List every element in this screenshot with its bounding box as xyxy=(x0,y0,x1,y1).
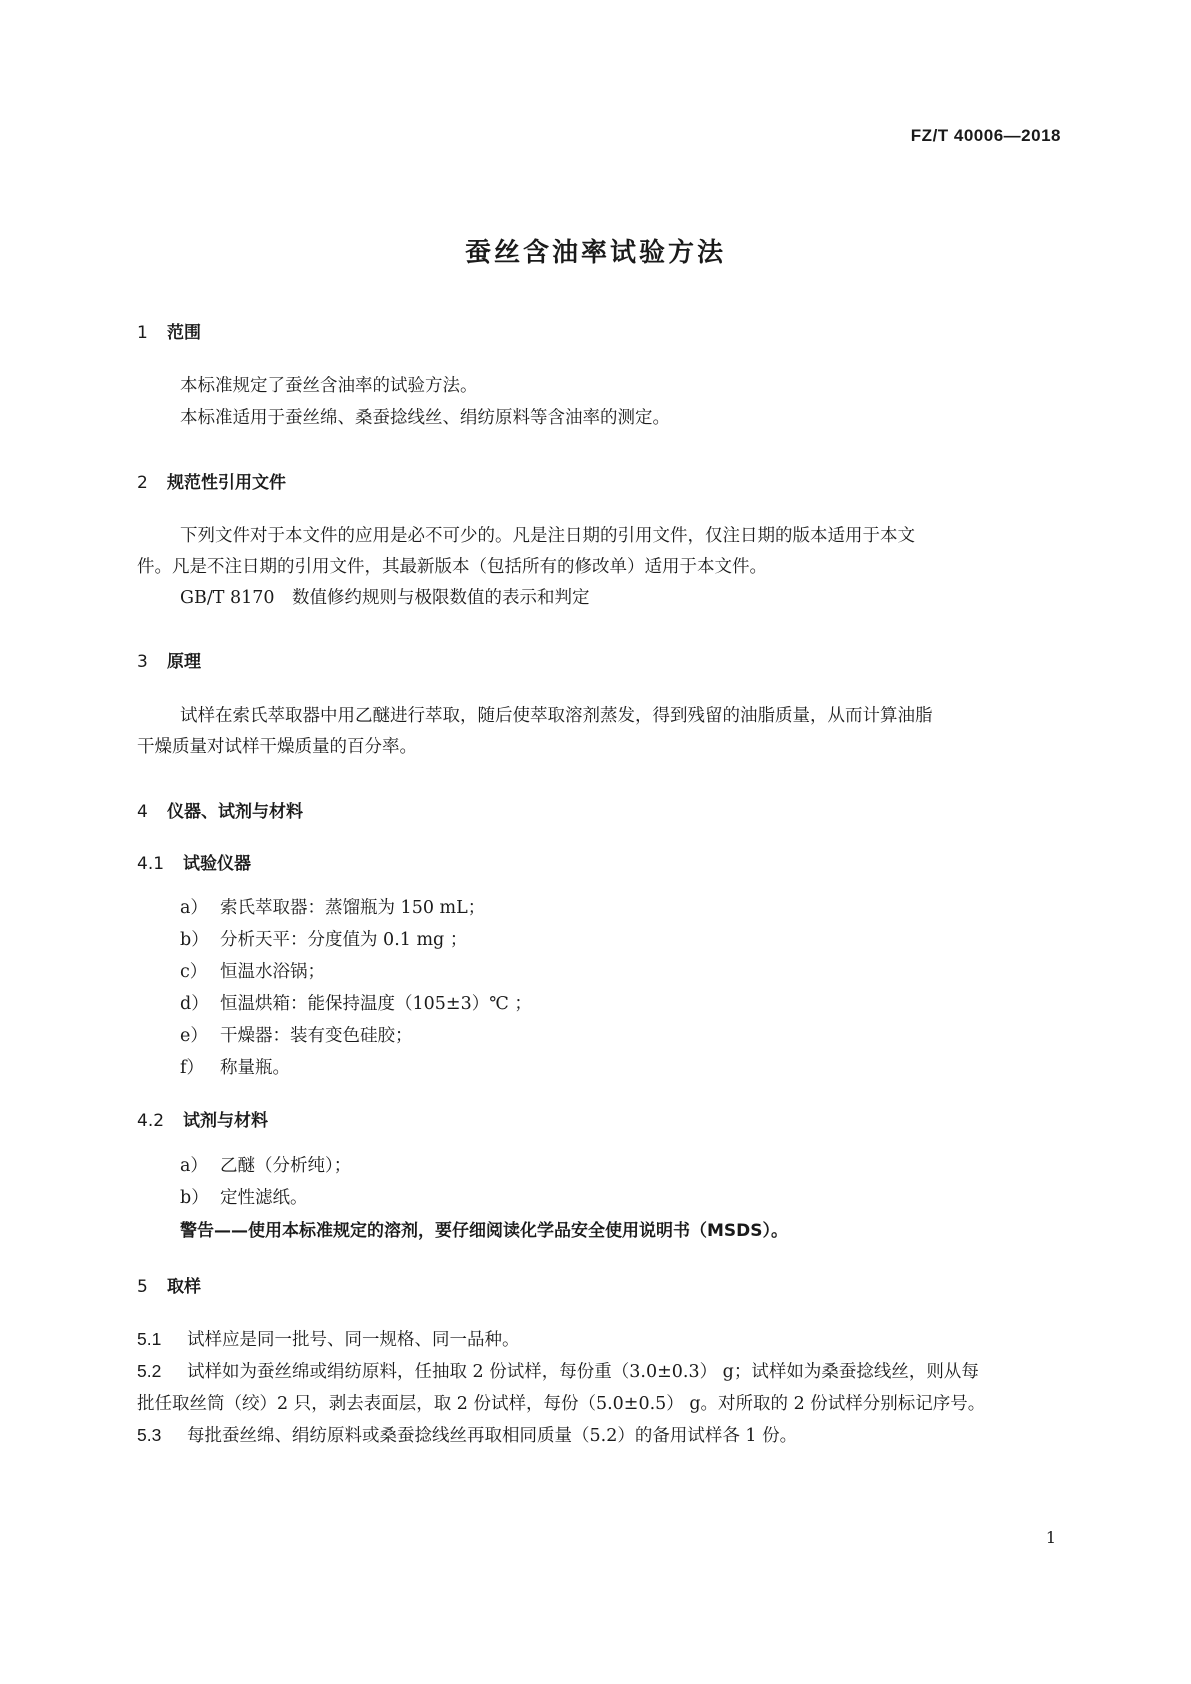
page-number: 1 xyxy=(1045,1528,1056,1547)
clause-5-3: 5.3 每批蚕丝绵、绢纺原料或桑蚕捻线丝再取相同质量（5.2）的备用试样各 1 份。 xyxy=(137,1425,798,1446)
section-number: 1 xyxy=(137,323,148,343)
section-5-heading xyxy=(137,1272,201,1297)
section-1-heading xyxy=(137,318,201,343)
section-title: 范围 xyxy=(167,323,201,343)
list-item: c） 恒温水浴锅； xyxy=(180,962,325,982)
section-3-heading xyxy=(137,647,201,672)
list-item: a） 索氏萃取器：蒸馏瓶为 150 mL； xyxy=(180,898,486,918)
section-number: 3 xyxy=(137,652,148,672)
subsection-number: 4.1 xyxy=(137,854,165,874)
paragraph: 本标准适用于蚕丝绵、桑蚕捻线丝、绢纺原料等含油率的测定。 xyxy=(180,408,670,428)
subsection-title: 试验仪器 xyxy=(183,854,251,874)
list-item: b） 定性滤纸。 xyxy=(180,1188,308,1208)
section-number: 5 xyxy=(137,1277,148,1297)
section-number: 2 xyxy=(137,473,148,493)
clause-5-2-continuation: 批任取丝筒（绞）2 只，剥去表面层，取 2 份试样，每份（5.0±0.5） g。对所取的 2 份试样分别标记序号。 xyxy=(137,1394,986,1414)
paragraph: 本标准规定了蚕丝含油率的试验方法。 xyxy=(180,376,478,396)
section-number: 4 xyxy=(137,802,148,822)
section-title: 仪器、试剂与材料 xyxy=(167,802,303,822)
section-2-heading xyxy=(137,468,286,493)
safety-warning: 警告——使用本标准规定的溶剂，要仔细阅读化学品安全使用说明书（MSDS）。 xyxy=(180,1221,789,1241)
paragraph: 试样在索氏萃取器中用乙醚进行萃取，随后使萃取溶剂蒸发，得到残留的油脂质量，从而计算油脂 xyxy=(180,706,933,726)
list-item: a） 乙醚（分析纯）； xyxy=(180,1156,352,1176)
list-item: d） 恒温烘箱：能保持温度（105±3）℃ ； xyxy=(180,994,532,1014)
clause-5-2: 5.2 试样如为蚕丝绵或绢纺原料，任抽取 2 份试样，每份重（3.0±0.3） g；试样如为桑蚕捻线丝，则从每 xyxy=(137,1361,979,1382)
list-item: b） 分析天平：分度值为 0.1 mg ； xyxy=(180,930,468,950)
paragraph: 下列文件对于本文件的应用是必不可少的。凡是注日期的引用文件，仅注日期的版本适用于本文 xyxy=(180,526,915,546)
paragraph-continuation: 件。凡是不注日期的引用文件，其最新版本（包括所有的修改单）适用于本文件。 xyxy=(137,557,767,577)
document-title: 蚕丝含油率试验方法 xyxy=(464,238,726,268)
normative-reference: GB/T 8170 数值修约规则与极限数值的表示和判定 xyxy=(180,588,590,608)
subsection-4-1-heading xyxy=(137,849,251,874)
subsection-title: 试剂与材料 xyxy=(183,1111,268,1131)
section-title: 取样 xyxy=(167,1277,201,1297)
subsection-number: 4.2 xyxy=(137,1111,165,1131)
list-item: f） 称量瓶。 xyxy=(180,1058,290,1078)
clause-5-1: 5.1 试样应是同一批号、同一规格、同一品种。 xyxy=(137,1329,520,1350)
paragraph-continuation: 干燥质量对试样干燥质量的百分率。 xyxy=(137,737,417,757)
section-4-heading xyxy=(137,797,303,822)
section-title: 规范性引用文件 xyxy=(167,473,286,493)
subsection-4-2-heading xyxy=(137,1106,268,1131)
standard-code: FZ/T 40006—2018 xyxy=(910,126,1061,145)
list-item: e） 干燥器：装有变色硅胶； xyxy=(180,1026,413,1046)
section-title: 原理 xyxy=(167,652,201,672)
